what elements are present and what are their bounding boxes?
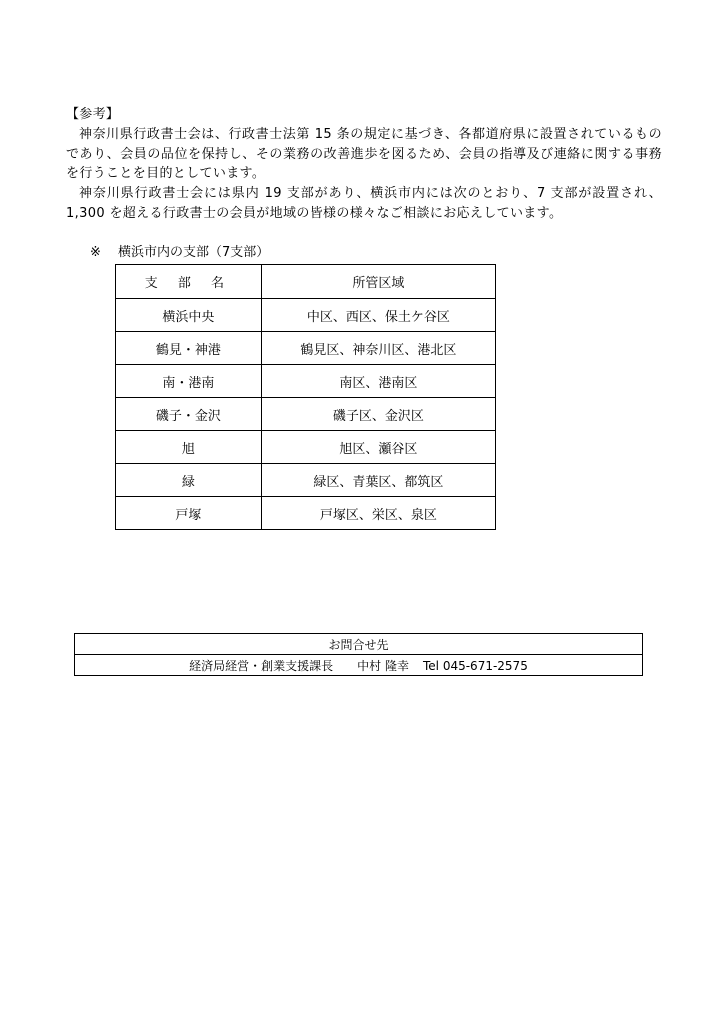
branch-note bbox=[90, 244, 269, 262]
reference-paragraph-2: 神奈川県行政書士会には県内 19 支部があり、横浜市内には次のとおり、7 支部が設置され、1,300 を超える行政書士の会員が地域の皆様の様々なご相談にお応えしています。 bbox=[66, 186, 662, 221]
branch-table bbox=[115, 264, 496, 530]
table-row bbox=[116, 398, 496, 431]
jurisdiction-cell: 南区、港南区 bbox=[261, 365, 495, 398]
table-row bbox=[116, 464, 496, 497]
header-branch-name-text: 支 部 名 bbox=[144, 276, 232, 291]
contact-department: 経済局経営・創業支援課長 bbox=[189, 658, 334, 673]
table-row bbox=[116, 299, 496, 332]
contact-detail-row bbox=[75, 655, 643, 676]
branch-name-cell: 南・港南 bbox=[116, 365, 262, 398]
table-row bbox=[116, 365, 496, 398]
jurisdiction-cell: 中区、西区、保土ケ谷区 bbox=[261, 299, 495, 332]
table-header-row bbox=[116, 265, 496, 299]
header-branch-name bbox=[116, 265, 262, 299]
contact-box bbox=[74, 633, 643, 676]
table-row bbox=[116, 431, 496, 464]
contact-title: お問合せ先 bbox=[75, 634, 643, 655]
contact-title-row bbox=[75, 634, 643, 655]
branch-name-cell: 旭 bbox=[116, 431, 262, 464]
contact-person: 中村 隆幸 bbox=[357, 658, 409, 673]
jurisdiction-cell: 鶴見区、神奈川区、港北区 bbox=[261, 332, 495, 365]
branch-name-cell: 磯子・金沢 bbox=[116, 398, 262, 431]
reference-heading: 【参考】 bbox=[66, 107, 120, 122]
branch-name-cell: 横浜中央 bbox=[116, 299, 262, 332]
branch-name-cell: 緑 bbox=[116, 464, 262, 497]
note-mark: ※ bbox=[90, 245, 101, 260]
jurisdiction-cell: 磯子区、金沢区 bbox=[261, 398, 495, 431]
reference-paragraph-1: 神奈川県行政書士会は、行政書士法第 15 条の規定に基づき、各都道府県に設置されているものであり、会員の品位を保持し、その業務の改善進歩を図るため、会員の指導及び連絡に関する事務を行うことを目的としています。 bbox=[66, 127, 662, 181]
jurisdiction-cell: 緑区、青葉区、都筑区 bbox=[261, 464, 495, 497]
header-jurisdiction: 所管区域 bbox=[261, 265, 495, 299]
note-text: 横浜市内の支部（7支部） bbox=[118, 245, 270, 260]
table-row bbox=[116, 332, 496, 365]
jurisdiction-cell: 戸塚区、栄区、泉区 bbox=[261, 497, 495, 530]
contact-detail bbox=[75, 655, 643, 676]
contact-phone: Tel 045-671-2575 bbox=[423, 658, 528, 673]
table-row bbox=[116, 497, 496, 530]
branch-name-cell: 鶴見・神港 bbox=[116, 332, 262, 365]
branch-name-cell: 戸塚 bbox=[116, 497, 262, 530]
jurisdiction-cell: 旭区、瀬谷区 bbox=[261, 431, 495, 464]
